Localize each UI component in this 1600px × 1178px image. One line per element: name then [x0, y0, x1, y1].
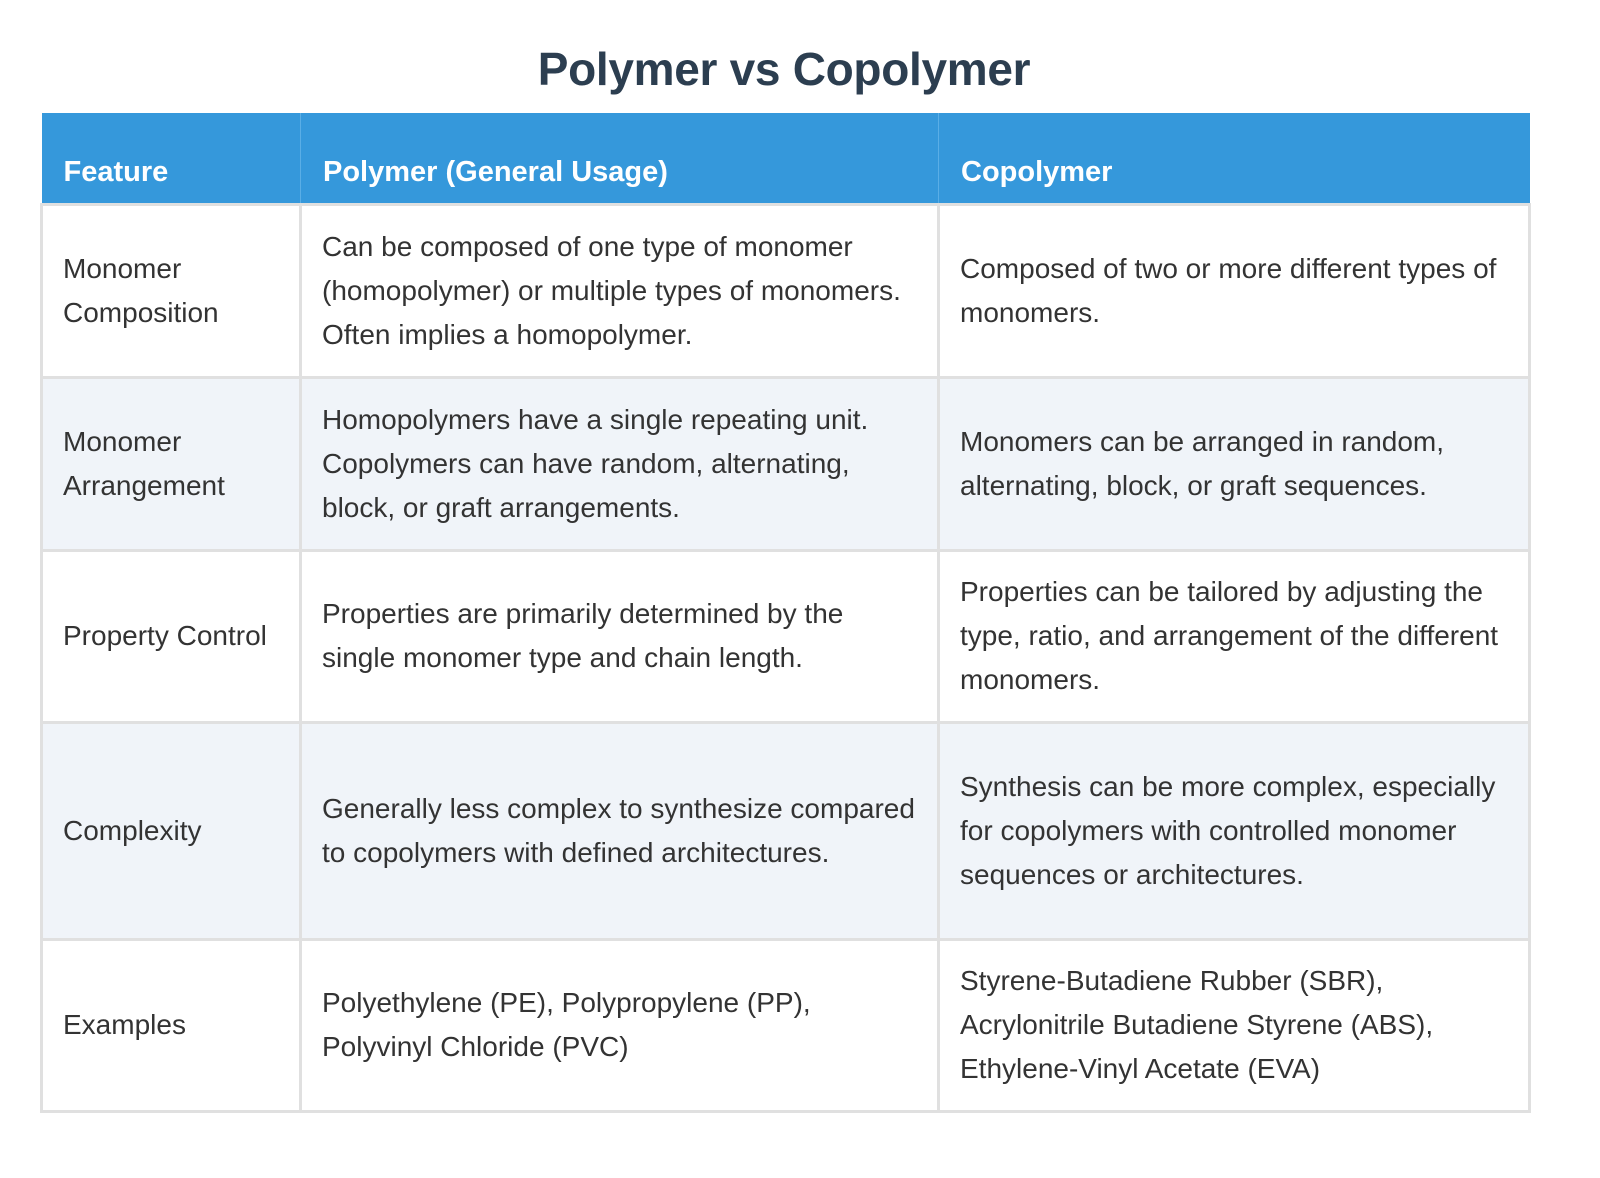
polymer-cell: Homopolymers have a single repeating unit. Copolymers can have random, alternating, block, or graft arrangements. [301, 377, 939, 550]
copolymer-cell: Synthesis can be more complex, especially for copolymers with controlled monomer sequences or architectures. [939, 722, 1530, 939]
table-header-row [42, 113, 1530, 204]
feature-cell: Monomer Composition [42, 204, 301, 377]
copolymer-cell: Styrene-Butadiene Rubber (SBR), Acrylonitrile Butadiene Styrene (ABS), Ethylene-Vinyl Acetate (EVA) [939, 939, 1530, 1111]
feature-cell: Monomer Arrangement [42, 377, 301, 550]
table-row [42, 550, 1530, 722]
table-row [42, 204, 1530, 377]
table-row [42, 377, 1530, 550]
page-title: Polymer vs Copolymer [537, 43, 1031, 95]
feature-cell: Complexity [42, 722, 301, 939]
feature-cell: Examples [42, 939, 301, 1111]
polymer-cell: Generally less complex to synthesize compared to copolymers with defined architectures. [301, 722, 939, 939]
comparison-table [40, 113, 1531, 1113]
feature-cell: Property Control [42, 550, 301, 722]
polymer-cell: Polyethylene (PE), Polypropylene (PP), Polyvinyl Chloride (PVC) [301, 939, 939, 1111]
copolymer-cell: Monomers can be arranged in random, alternating, block, or graft sequences. [939, 377, 1530, 550]
polymer-cell: Properties are primarily determined by the single monomer type and chain length. [301, 550, 939, 722]
polymer-cell: Can be composed of one type of monomer (homopolymer) or multiple types of monomers. Often implies a homopolymer. [301, 204, 939, 377]
column-header-copolymer: Copolymer [939, 113, 1530, 204]
table-row [42, 939, 1530, 1111]
copolymer-cell: Properties can be tailored by adjusting the type, ratio, and arrangement of the different monomers. [939, 550, 1530, 722]
column-header-feature: Feature [42, 113, 301, 204]
copolymer-cell: Composed of two or more different types of monomers. [939, 204, 1530, 377]
column-header-polymer: Polymer (General Usage) [301, 113, 939, 204]
table-row [42, 722, 1530, 939]
